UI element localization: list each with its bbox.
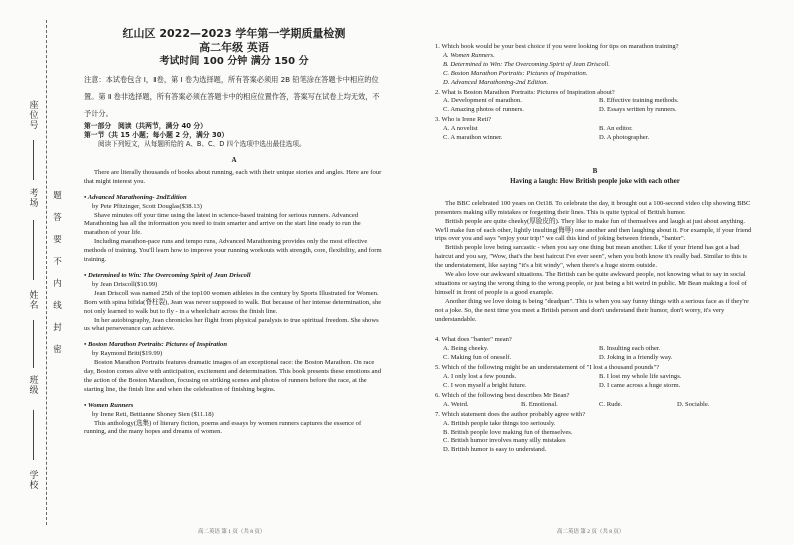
option-b: B. Effective training methods. bbox=[599, 97, 679, 105]
book-description: In her autobiography, Jean chronicles her flight from physical paralysis to true spiritual freedom. She shows us what perseverance can achieve. bbox=[84, 316, 379, 333]
exam-page-2 bbox=[397, 0, 794, 545]
exam-title: 红山区 2022—2023 学年第一学期质量检测 bbox=[122, 27, 346, 40]
gutter-fill-line bbox=[33, 320, 34, 368]
option-c: C. A marathon winner. bbox=[443, 134, 503, 142]
seal-char: 要 bbox=[53, 234, 62, 244]
exam-subject: 高二年级 英语 bbox=[199, 41, 269, 54]
option-a: A. Weird. bbox=[443, 400, 469, 408]
question-4 bbox=[435, 336, 755, 363]
option-c: C. Boston Marathon Portraits: Pictures of Inspiration. bbox=[443, 69, 588, 77]
passage-paragraph: The BBC celebrated 100 years on Oct18. To celebrate the day, it brought out a 100-second video clip showing BBC presenters making silly mistakes or forgetting their lines. This is quite typical of British humor. bbox=[435, 199, 751, 216]
gutter-label-name: 姓名 bbox=[29, 290, 39, 310]
option-d: D. Advanced Marathoning-2nd Edition. bbox=[443, 78, 549, 86]
passage-paragraph: We also love our awkward situations. The British can be quite awkward people, not knowing what to say in social situations or saying the wrong thing to the wrong people, or just being a bit weird in public. Mr Bean making a fool of himself in front of people is a good example. bbox=[435, 271, 747, 296]
book-title: • Determined to Win: The Overcoming Spirit of Jean Driscoll bbox=[84, 271, 251, 279]
book-title: • Boston Marathon Portraits: Pictures of Inspiration bbox=[84, 341, 228, 349]
seal-char: 答 bbox=[53, 212, 62, 222]
question-stem: 4. What does "banter" mean? bbox=[435, 336, 512, 344]
page-footer: 高二英语 第 1 页（共 8 页） bbox=[198, 529, 266, 535]
question-options bbox=[435, 125, 755, 143]
question-options bbox=[435, 345, 755, 363]
option-d: D. British humor is easy to understand. bbox=[443, 446, 547, 454]
option-b: B. I lost my whole life savings. bbox=[599, 373, 682, 381]
page-2-content bbox=[435, 42, 755, 455]
option-d: D. Sociable. bbox=[677, 400, 710, 408]
question-stem: 2. What is Boston Marathon Portraits: Pictures of Inspiration about? bbox=[435, 88, 615, 96]
option-b: B. An editor. bbox=[599, 125, 633, 133]
option-b: B. Emotional. bbox=[521, 400, 558, 408]
option-c: C. Amazing photos of runners. bbox=[443, 106, 524, 114]
gutter-label-room: 考场 bbox=[29, 188, 39, 208]
question-options bbox=[435, 97, 755, 115]
question-stem: 6. Which of the following best describes Mr Bean? bbox=[435, 391, 570, 399]
binding-gutter bbox=[0, 0, 52, 545]
option-c: C. Making fun of oneself. bbox=[443, 354, 512, 362]
seal-line bbox=[46, 20, 47, 525]
question-stem: 1. Which book would be your best choice if you were looking for tips on marathon training? bbox=[435, 43, 679, 50]
book-title: • Women Runners bbox=[84, 401, 134, 409]
option-a: A. Development of marathon. bbox=[443, 97, 522, 105]
exam-notice: 注意：本试卷包含 Ⅰ，Ⅱ卷，第 Ⅰ 卷为选择题，所有答案必须用 2B 铅笔涂在答题卡中相应的位置。第 Ⅱ 卷非选择题，所有答案必须在答题卡中的相应位置作答，答案写在试卷上均无效，不予计分。 bbox=[84, 75, 380, 118]
part-heading: 第一部分 阅读（共两节，满分 40 分） bbox=[84, 122, 207, 130]
gutter-label-school: 学校 bbox=[29, 470, 39, 490]
gutter-fill-line bbox=[33, 220, 34, 280]
option-d: D. Joking in a friendly way. bbox=[599, 354, 673, 362]
option-a: A. A novelist bbox=[443, 125, 478, 133]
question-options bbox=[435, 420, 755, 456]
option-b: B. British people love making fun of themselves. bbox=[443, 428, 573, 436]
option-b: B. Determined to Win: The Overcoming Spirit of Jean Driscoll. bbox=[443, 60, 610, 68]
gutter-fill-line bbox=[33, 410, 34, 460]
question-3 bbox=[435, 116, 755, 143]
passage-letter: A bbox=[231, 156, 237, 164]
question-7 bbox=[435, 411, 755, 456]
book-entry bbox=[84, 272, 384, 334]
page-1-content bbox=[84, 26, 384, 437]
option-c: C. Rude. bbox=[599, 400, 623, 408]
book-description: This anthology(选集) of literary fiction, poems and essays by women runners captures the essence of running, and the many hopes and dreams of women. bbox=[84, 419, 362, 436]
passage-paragraph: British people love being sarcastic - when you say one thing but mean another. Like if your friend has got a bad haircut and you say, "Wow, that's the best haircut I've ever seen", when you both know it's really bad. Similar to this is the understatement, like saying "it's a bit windy", when there's a huge storm outside. bbox=[435, 244, 747, 270]
gutter-fill-line bbox=[33, 140, 34, 180]
option-a: A. Women Runners. bbox=[443, 51, 495, 59]
question-options bbox=[435, 401, 755, 410]
question-options bbox=[435, 52, 755, 88]
question-stem: 7. Which statement does the author probably agree with? bbox=[435, 410, 586, 418]
option-c: C. I won myself a bright future. bbox=[443, 382, 527, 389]
book-author: by Jean Driscoll($10.99) bbox=[92, 280, 158, 288]
seal-char: 封 bbox=[53, 322, 62, 332]
option-d: D. Essays written by runners. bbox=[599, 106, 677, 114]
seal-char: 题 bbox=[53, 190, 62, 200]
passage-letter: B bbox=[592, 166, 598, 175]
book-description: Including marathon-pace runs and tempo runs, Advanced Marathoning provides only the most effective methods of training. You'll learn how to improve your running workouts with strength, core, flexibility, and form training. bbox=[84, 238, 382, 264]
option-b: B. Insulting each other. bbox=[599, 345, 661, 353]
question-1 bbox=[435, 43, 755, 88]
seal-char: 内 bbox=[53, 278, 62, 288]
book-entry bbox=[84, 194, 384, 265]
question-options bbox=[435, 373, 755, 391]
seal-char: 密 bbox=[53, 344, 62, 354]
passage-intro: There are literally thousands of books about running, each with their unique stories and angles. Here are four that might interest you. bbox=[84, 168, 382, 185]
option-a: A. British people take things too seriously. bbox=[443, 419, 556, 427]
gutter-label-seat: 座位号 bbox=[29, 100, 39, 130]
question-stem: 5. Which of the following might be an understatement of "I lost a thousand pounds"? bbox=[435, 364, 660, 372]
question-6 bbox=[435, 392, 755, 410]
book-description: Shave minutes off your time using the latest in science-based training for serious runners. Advanced Marathoning has all the information you need to train smarter and arrive on the start line ready to run the marathon of your life. bbox=[84, 211, 361, 237]
section-heading: 第一节（共 15 小题；每小题 2 分，满分 30） bbox=[84, 131, 229, 139]
question-2 bbox=[435, 89, 755, 116]
page-footer: 高二英语 第 2 页（共 8 页） bbox=[557, 529, 625, 535]
option-a: A. I only lost a few pounds. bbox=[443, 373, 517, 381]
book-entry bbox=[84, 341, 384, 394]
book-title: • Advanced Marathoning- 2ndEdition bbox=[84, 193, 187, 201]
book-description: Jean Driscoll was named 25th of the top100 women athletes in the century by Sports Illustrated for Women. Born with spina bifida(脊柱裂), Jean was never supposed to walk. But because of her intense determination, she not only learned to walk but to fly - in a wheelchair across the finish line. bbox=[84, 289, 382, 315]
book-author: by Pete Pfitzinger, Scott Douglas($38.13) bbox=[92, 202, 202, 210]
section-instruction: 阅读下列短文，从每题所给的 A、B、C、D 四个选项中选出最佳选项。 bbox=[98, 140, 306, 148]
book-description: Boston Marathon Portraits features dramatic images of an exceptional race: the Boston Marathon. On race day, Boston comes alive with anticipation, excitement and determination. This book presents these emotions and the action of the Boston Marathon, focusing on striking scenes and photos of runners before the race, at the starting line, the finish line and when the celebration of finishing begins. bbox=[84, 359, 382, 393]
gutter-label-class: 班级 bbox=[29, 375, 39, 395]
passage-paragraph: British people are quite cheeky(厚脸皮的). They like to make fun of themselves and laugh at just about anything. We'll make fun of each other, lightly insulting(侮辱) one another and then laughing about it. For example, if your friend trips over you and says "enjoy your trip!" we call this kind of joking between friends, "banter". bbox=[435, 217, 752, 243]
question-5 bbox=[435, 364, 755, 391]
passage-paragraph: Another thing we love doing is being "deadpan". This is when you say funny things with a serious face as if they're not a joke. So, the next time you meet a British person and don't understand their humor, don't worry, it's very understandable. bbox=[435, 297, 749, 323]
book-author: by Irene Reti, Bettianne Shoney Sien ($11.18) bbox=[92, 410, 214, 418]
option-d: D. I came across a huge storm. bbox=[599, 382, 681, 389]
option-a: A. Being cheeky. bbox=[443, 345, 489, 353]
option-c: C. British humor involves many silly mistakes bbox=[443, 437, 566, 445]
question-stem: 3. Who is Irene Reti? bbox=[435, 116, 492, 124]
passage-title: Having a laugh: How British people joke with each other bbox=[510, 176, 680, 185]
option-d: D. A photographer. bbox=[599, 134, 650, 142]
book-author: by Raymond Britt($19.99) bbox=[92, 350, 163, 358]
seal-char: 线 bbox=[53, 300, 62, 310]
exam-time-score: 考试时间 100 分钟 满分 150 分 bbox=[159, 56, 309, 67]
seal-char: 不 bbox=[53, 256, 62, 266]
book-entry bbox=[84, 402, 384, 438]
